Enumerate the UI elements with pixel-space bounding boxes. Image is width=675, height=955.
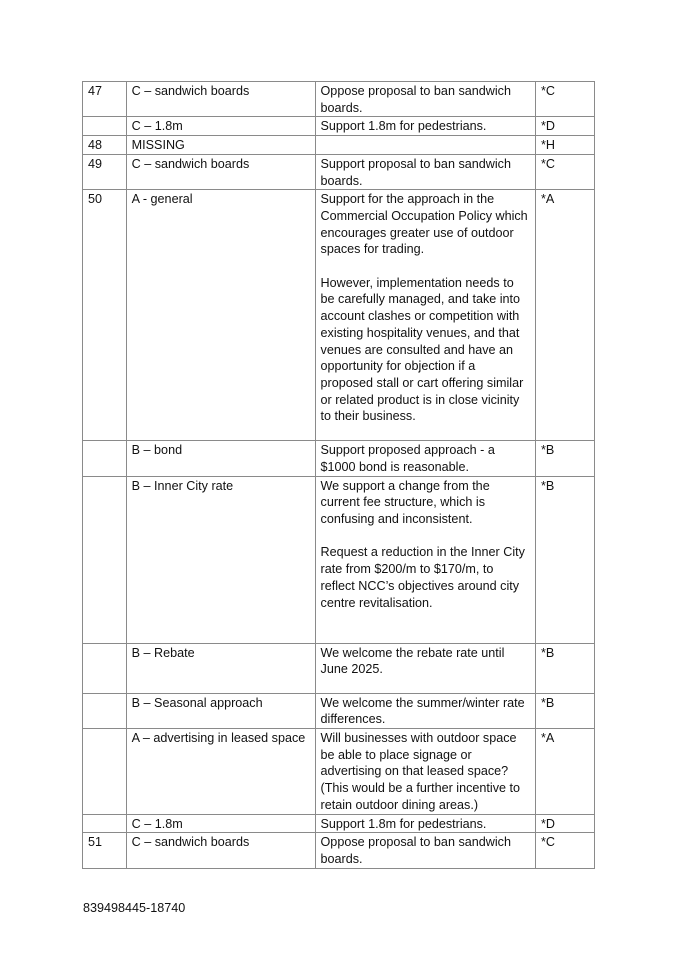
code-cell: *H xyxy=(536,136,595,155)
comment-cell: Will businesses with outdoor space be able to place signage or advertising on that leased space? (This would be a further incentive to retain outdoor dining areas.) xyxy=(315,729,536,815)
code-cell: *D xyxy=(536,117,595,136)
topic-cell: B – bond xyxy=(126,441,315,476)
topic-cell: C – 1.8m xyxy=(126,814,315,833)
table-row xyxy=(83,729,595,815)
comment-cell: Support for the approach in the Commercial Occupation Policy which encourages greater use of outdoor spaces for trading. However, implementation needs to be carefully managed, and take into account clashes or competition with existing hospitality venues, and that venues are consulted and have an opportunity for objection if a proposed stall or cart offering similar or related product is in close vicinity to their business. xyxy=(315,190,536,441)
submission-number-cell: 51 xyxy=(83,833,127,868)
topic-cell: MISSING xyxy=(126,136,315,155)
table-row xyxy=(83,117,595,136)
topic-cell: B – Seasonal approach xyxy=(126,693,315,728)
code-cell: *A xyxy=(536,190,595,441)
topic-cell: C – 1.8m xyxy=(126,117,315,136)
submission-number-cell xyxy=(83,441,127,476)
topic-cell: C – sandwich boards xyxy=(126,154,315,189)
code-cell: *C xyxy=(536,154,595,189)
table-row xyxy=(83,814,595,833)
comment-cell: Support 1.8m for pedestrians. xyxy=(315,814,536,833)
topic-cell: B – Inner City rate xyxy=(126,476,315,643)
comment-cell: Oppose proposal to ban sandwich boards. xyxy=(315,82,536,117)
submission-number-cell xyxy=(83,729,127,815)
table-row xyxy=(83,643,595,693)
submissions-table xyxy=(82,81,595,869)
table-row xyxy=(83,833,595,868)
code-cell: *B xyxy=(536,643,595,693)
topic-cell: A – advertising in leased space xyxy=(126,729,315,815)
submission-number-cell xyxy=(83,693,127,728)
submission-number-cell xyxy=(83,814,127,833)
code-cell: *C xyxy=(536,833,595,868)
table-row xyxy=(83,82,595,117)
table-row xyxy=(83,476,595,643)
code-cell: *B xyxy=(536,476,595,643)
table-row xyxy=(83,693,595,728)
submission-number-cell: 49 xyxy=(83,154,127,189)
code-cell: *D xyxy=(536,814,595,833)
topic-cell: A - general xyxy=(126,190,315,441)
code-cell: *B xyxy=(536,441,595,476)
comment-cell: We support a change from the current fee structure, which is confusing and inconsistent. Request a reduction in the Inner City rate from $200/m to $170/m, to reflect NCC’s objectives around city centre revitalisation. xyxy=(315,476,536,643)
document-id-footer: 839498445-18740 xyxy=(83,901,186,915)
table-row xyxy=(83,154,595,189)
comment-cell: Support proposal to ban sandwich boards. xyxy=(315,154,536,189)
comment-cell: We welcome the summer/winter rate differences. xyxy=(315,693,536,728)
submission-number-cell xyxy=(83,643,127,693)
submission-number-cell: 47 xyxy=(83,82,127,117)
comment-cell: Support 1.8m for pedestrians. xyxy=(315,117,536,136)
submission-number-cell xyxy=(83,117,127,136)
submission-number-cell: 50 xyxy=(83,190,127,441)
topic-cell: C – sandwich boards xyxy=(126,833,315,868)
table-row xyxy=(83,441,595,476)
topic-cell: B – Rebate xyxy=(126,643,315,693)
topic-cell: C – sandwich boards xyxy=(126,82,315,117)
comment-cell: Oppose proposal to ban sandwich boards. xyxy=(315,833,536,868)
table-row xyxy=(83,136,595,155)
table-row xyxy=(83,190,595,441)
comment-cell: Support proposed approach - a $1000 bond is reasonable. xyxy=(315,441,536,476)
submission-number-cell xyxy=(83,476,127,643)
code-cell: *A xyxy=(536,729,595,815)
code-cell: *B xyxy=(536,693,595,728)
comment-cell: We welcome the rebate rate until June 2025. xyxy=(315,643,536,693)
submission-number-cell: 48 xyxy=(83,136,127,155)
code-cell: *C xyxy=(536,82,595,117)
comment-cell xyxy=(315,136,536,155)
